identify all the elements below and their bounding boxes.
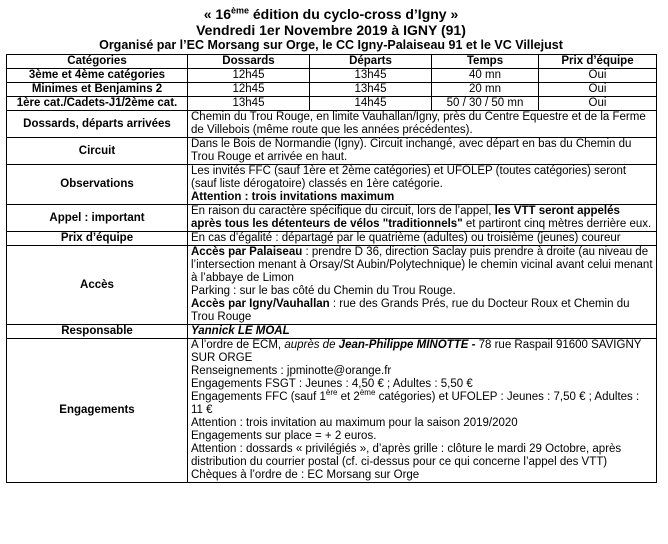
info-row-dossards (7, 111, 657, 138)
engagements-line: A l’ordre de ECM, auprès de Jean-Philippe MINOTTE - 78 rue Raspail 91600 SAVIGNY SUR ORGE (191, 339, 642, 364)
organizers: Organisé par l’EC Morsang sur Orge, le CC Igny-Palaiseau 91 et le VC Villejust (99, 38, 563, 52)
observations-label: Observations (7, 165, 188, 205)
observations-warning: Attention : trois invitations maximum (191, 191, 395, 203)
header-categories: Catégories (7, 55, 188, 69)
table-row (7, 69, 657, 83)
depart-cell: 13h45 (310, 83, 432, 97)
header-departs: Départs (310, 55, 432, 69)
acces-label: Accès (7, 246, 188, 325)
engagements-line: Attention : dossards « privilégiés », d’après grille : clôture le mardi 29 Octobre, après distribution du courrier postal (cf. ci-dessus pour ce qui concerne l’appel des VTT) (191, 443, 622, 468)
appel-label: Appel : important (7, 205, 188, 232)
observations-text: Les invités FFC (sauf 1ère et 2ème catégories) et UFOLEP (toutes catégories) seront (sauf liste dérogatoire) classés en 1ère catégorie. (191, 165, 627, 190)
acces-cell (188, 246, 657, 325)
acces-palaiseau-title: Accès par Palaiseau (191, 246, 303, 258)
event-date: Vendredi 1er Novembre 2019 à IGNY (91) (196, 22, 466, 38)
engagements-line: Attention : trois invitation au maximum pour la saison 2019/2020 (191, 417, 518, 429)
info-row-circuit (7, 138, 657, 165)
info-row-engagements (7, 339, 657, 483)
appel-important: les VTT seront appelés après tous les détenteurs de vélos "traditionnels" (191, 205, 620, 230)
circuit-label: Circuit (7, 138, 188, 165)
prix-text: En cas d’égalité : départagé par le quatrième (adultes) ou troisième (jeunes) coureur (188, 232, 657, 246)
appel-text-1: En raison du caractère spécifique du circuit, lors de l’appel, (191, 205, 495, 217)
info-row-responsable (7, 325, 657, 339)
acces-palaiseau (191, 246, 653, 285)
acces-igny-title: Accès par Igny/Vauhallan (191, 298, 330, 310)
dossard-cell: 12h45 (188, 83, 310, 97)
temps-cell: 40 mn (432, 69, 539, 83)
acces-parking: Parking : sur le bas côté du Chemin du Trou Rouge. (191, 285, 456, 297)
header-prix: Prix d’équipe (539, 55, 657, 69)
engagements-line: Engagements FFC (sauf 1ère et 2ème catégories) et UFOLEP : Jeunes : 7,50 € ; Adultes : 11 € (191, 388, 640, 416)
category-cell: 3ème et 4ème catégories (7, 69, 188, 83)
info-row-acces (7, 246, 657, 325)
info-row-appel (7, 205, 657, 232)
temps-cell: 20 mn (432, 83, 539, 97)
category-cell: Minimes et Benjamins 2 (7, 83, 188, 97)
depart-cell: 14h45 (310, 97, 432, 111)
engagements-line: Renseignements : jpminotte@orange.fr (191, 365, 392, 377)
table-row (7, 97, 657, 111)
header-temps: Temps (432, 55, 539, 69)
dossard-cell: 12h45 (188, 69, 310, 83)
prix-cell: Oui (539, 83, 657, 97)
depart-cell: 13h45 (310, 69, 432, 83)
appel-cell (188, 205, 657, 232)
responsable-name: Yannick LE MOAL (188, 325, 657, 339)
responsable-label: Responsable (7, 325, 188, 339)
dossard-cell: 13h45 (188, 97, 310, 111)
info-table (6, 54, 657, 483)
event-title: « 16ème édition du cyclo-cross d’Igny » (203, 5, 459, 22)
prix-label: Prix d’équipe (7, 232, 188, 246)
engagements-line: Engagements sur place = + 2 euros. (191, 430, 377, 442)
engagements-label: Engagements (7, 339, 188, 483)
prix-cell: Oui (539, 69, 657, 83)
prix-cell: Oui (539, 97, 657, 111)
temps-cell: 50 / 30 / 50 mn (432, 97, 539, 111)
header-dossards: Dossards (188, 55, 310, 69)
info-row-prix (7, 232, 657, 246)
table-row (7, 83, 657, 97)
circuit-text: Dans le Bois de Normandie (Igny). Circuit inchangé, avec départ en bas du Chemin du Trou Rouge et arrivée en haut. (188, 138, 657, 165)
observations-cell (188, 165, 657, 205)
info-row-observations (7, 165, 657, 205)
acces-igny (191, 298, 653, 324)
acces-palaiseau-text: : prendre D 36, direction Saclay puis prendre à droite (au niveau de l’intersection menant à Orsay/St Aubin/Polytechnique) le chemin vicinal avant celui menant à l’abbaye de Limon (191, 246, 653, 284)
engagements-cell (188, 339, 657, 483)
dossards-text: Chemin du Trou Rouge, en limite Vauhallan/Igny, près du Centre Equestre et de la Ferme de Villebois (même route que les années précédentes). (188, 111, 657, 138)
acces-igny-text: : rue des Grands Prés, rue du Docteur Roux et Chemin du Trou Rouge (191, 298, 630, 323)
engagements-line: Chèques à l’ordre de : EC Morsang sur Orge (191, 469, 420, 481)
category-cell: 1ère cat./Cadets-J1/2ème cat. (7, 97, 188, 111)
engagements-line: Engagements FSGT : Jeunes : 4,50 € ; Adultes : 5,50 € (191, 378, 473, 390)
appel-text-2: et partiront cinq mètres derrière eux. (462, 218, 652, 230)
dossards-label: Dossards, départs arrivées (7, 111, 188, 138)
table-header-row (7, 55, 657, 69)
